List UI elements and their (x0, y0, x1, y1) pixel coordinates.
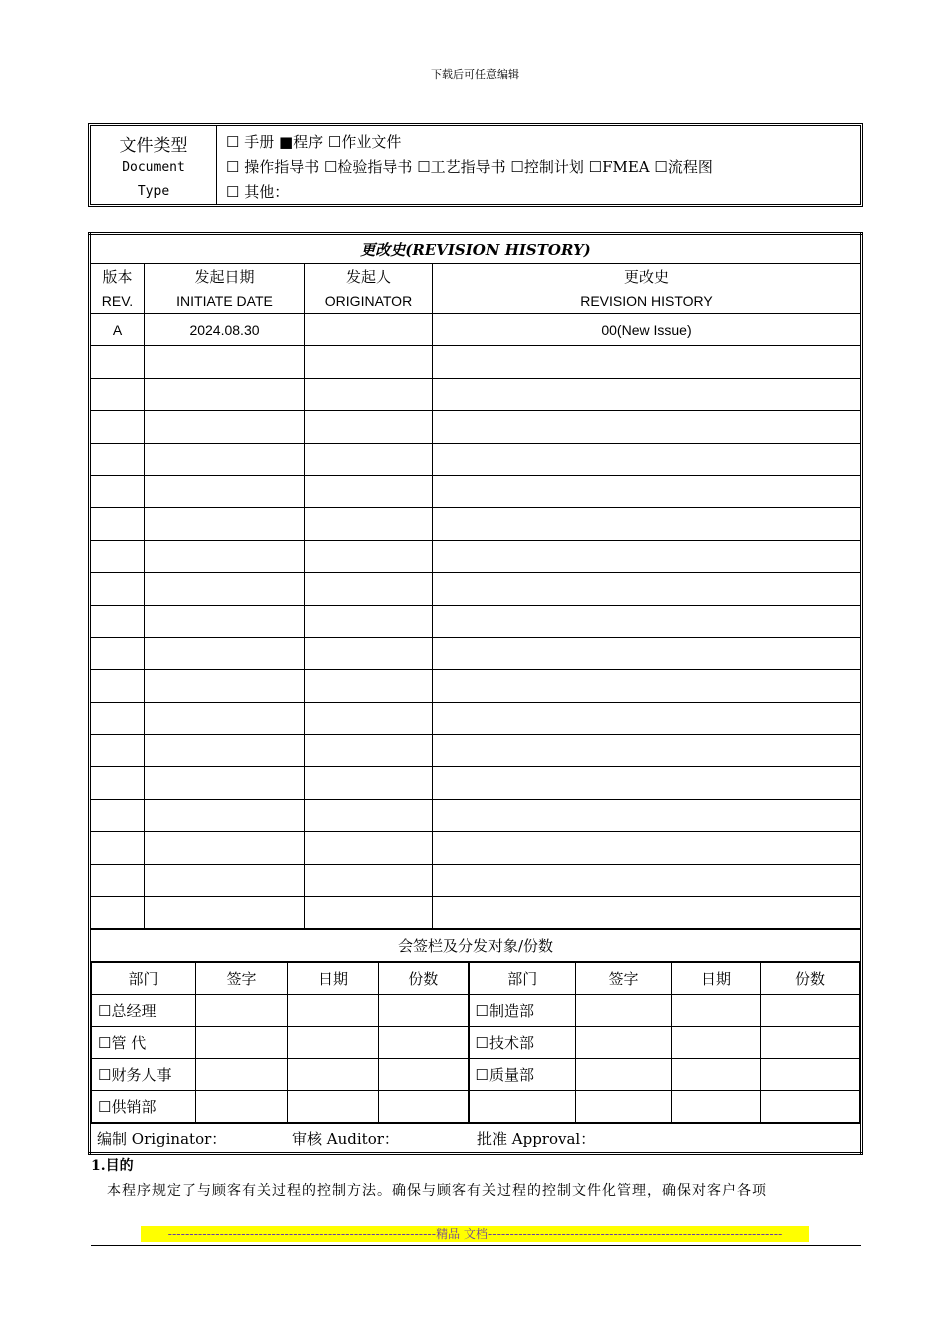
revision-row (90, 378, 862, 410)
revision-cell[interactable] (145, 540, 305, 572)
signoff-cell[interactable] (288, 995, 379, 1027)
revision-cell[interactable] (305, 767, 433, 799)
revision-cell[interactable]: 2024.08.30 (145, 314, 305, 346)
revision-cell[interactable] (433, 897, 862, 930)
originator-label: 编制 Originator： (97, 1129, 227, 1148)
revision-cell[interactable] (305, 411, 433, 443)
revision-row (90, 702, 862, 734)
top-note: 下载后可任意编辑 (431, 68, 519, 81)
revision-cell[interactable] (433, 735, 862, 767)
revision-cell[interactable] (90, 443, 145, 475)
revision-cell[interactable] (305, 832, 433, 864)
revision-header-cn: 发起人 (345, 267, 391, 286)
signoff-header-cell: 签字 (196, 963, 288, 995)
revision-cell[interactable] (433, 799, 862, 831)
approval-label: 批准 Approval： (477, 1129, 596, 1148)
revision-cell[interactable] (305, 605, 433, 637)
doc-type-line-2[interactable]: ☐ 操作指导书 ☐检验指导书 ☐工艺指导书 ☐控制计划 ☐FMEA ☐流程图 (226, 158, 713, 176)
revision-cell[interactable] (90, 670, 145, 702)
revision-cell[interactable] (90, 475, 145, 507)
revision-cell[interactable] (145, 735, 305, 767)
revision-cell[interactable] (145, 475, 305, 507)
signoff-header-cell: 份数 (379, 963, 469, 995)
revision-row (90, 897, 862, 930)
revision-cell[interactable] (305, 540, 433, 572)
revision-header-cn: 更改史 (623, 267, 669, 286)
revision-cell[interactable] (433, 637, 862, 669)
revision-cell[interactable] (145, 670, 305, 702)
signoff-cell[interactable] (196, 1059, 288, 1091)
revision-cell[interactable] (433, 864, 862, 896)
signoff-cell[interactable] (761, 1027, 860, 1059)
signoff-dept-checkbox[interactable] (469, 1091, 576, 1123)
revision-cell[interactable] (305, 735, 433, 767)
signoff-cell[interactable] (379, 995, 469, 1027)
revision-row (90, 475, 862, 507)
revision-cell[interactable] (90, 767, 145, 799)
revision-cell[interactable]: A (90, 314, 145, 346)
approvals-row (90, 1124, 862, 1154)
revision-cell[interactable] (433, 508, 862, 540)
revision-cell[interactable] (305, 897, 433, 930)
revision-cell[interactable] (433, 443, 862, 475)
revision-cell[interactable] (90, 864, 145, 896)
revision-cell[interactable] (433, 540, 862, 572)
revision-row (90, 540, 862, 572)
revision-cell[interactable] (145, 346, 305, 378)
signoff-header-cell: 部门 (92, 963, 196, 995)
signoff-dept-checkbox[interactable]: ☐管 代 (92, 1027, 196, 1059)
document-type-label (91, 126, 217, 204)
revision-cell[interactable] (433, 475, 862, 507)
doc-type-line-3[interactable] (226, 180, 713, 205)
revision-row (90, 735, 862, 767)
revision-row (90, 637, 862, 669)
revision-header-cell (90, 264, 145, 314)
revision-cell[interactable]: 00(New Issue) (433, 314, 862, 346)
signoff-title: 会签栏及分发对象/份数 (90, 929, 862, 962)
revision-cell[interactable] (90, 540, 145, 572)
revision-cell[interactable] (145, 832, 305, 864)
revision-cell[interactable] (90, 573, 145, 605)
doc-type-other-label: ☐ 其他： (226, 183, 290, 201)
signoff-cell[interactable] (288, 1027, 379, 1059)
signoff-cell[interactable] (196, 1091, 288, 1123)
signoff-cell[interactable] (761, 1091, 860, 1123)
revision-cell[interactable] (145, 767, 305, 799)
revision-header-en: INITIATE DATE (176, 292, 273, 309)
revision-history-title: 更改史(REVISION HISTORY) (90, 234, 862, 264)
revision-cell[interactable] (145, 702, 305, 734)
revision-cell[interactable] (433, 378, 862, 410)
signoff-cell[interactable] (761, 995, 860, 1027)
signoff-header-cell: 份数 (761, 963, 860, 995)
signoff-dept-checkbox[interactable]: ☐供销部 (92, 1091, 196, 1123)
signoff-header-cell: 部门 (469, 963, 576, 995)
signoff-cell[interactable] (672, 1059, 761, 1091)
revision-cell[interactable] (305, 475, 433, 507)
signoff-cell[interactable] (576, 1091, 672, 1123)
revision-header-cell (433, 264, 862, 314)
revision-cell[interactable] (145, 508, 305, 540)
signoff-row (92, 1027, 860, 1059)
section-1-text: 本程序规定了与顾客有关过程的控制方法。确保与顾客有关过程的控制文件化管理，确保对客户各项 (107, 1183, 767, 1199)
revision-cell[interactable] (305, 573, 433, 605)
revision-cell[interactable] (90, 832, 145, 864)
revision-cell[interactable] (305, 346, 433, 378)
signoff-dept-checkbox[interactable]: ☐质量部 (469, 1059, 576, 1091)
revision-cell[interactable] (145, 411, 305, 443)
revision-header-en: REV. (101, 292, 134, 309)
revision-cell[interactable] (145, 799, 305, 831)
section-1-heading: 1.目的 (91, 1158, 134, 1174)
revision-cell[interactable] (433, 832, 862, 864)
revision-cell[interactable] (305, 378, 433, 410)
revision-cell[interactable] (90, 508, 145, 540)
revision-row (90, 411, 862, 443)
auditor-label: 审核 Auditor： (292, 1129, 399, 1148)
revision-cell[interactable] (90, 702, 145, 734)
revision-row (90, 573, 862, 605)
signoff-cell[interactable] (196, 995, 288, 1027)
signoff-cell[interactable] (379, 1091, 469, 1123)
revision-cell[interactable] (433, 702, 862, 734)
revision-cell[interactable] (145, 378, 305, 410)
signoff-cell[interactable] (576, 1059, 672, 1091)
signoff-table (91, 962, 860, 1123)
revision-cell[interactable] (145, 605, 305, 637)
revision-header-en: ORIGINATOR (324, 292, 413, 309)
signoff-cell[interactable] (672, 1091, 761, 1123)
signoff-cell[interactable] (288, 1091, 379, 1123)
revision-cell[interactable] (90, 735, 145, 767)
signoff-cell[interactable] (672, 1027, 761, 1059)
revision-row (90, 864, 862, 896)
revision-cell[interactable] (305, 799, 433, 831)
revision-row (90, 346, 862, 378)
footer-divider (91, 1245, 861, 1246)
other-underline-field[interactable] (289, 190, 361, 205)
revision-cell[interactable] (145, 637, 305, 669)
revision-cell[interactable] (433, 767, 862, 799)
document-type-box (88, 123, 863, 207)
revision-cell[interactable] (90, 897, 145, 930)
revision-cell[interactable] (305, 864, 433, 896)
revision-cell[interactable] (90, 378, 145, 410)
signoff-dept-checkbox[interactable]: ☐总经理 (92, 995, 196, 1027)
signoff-cell[interactable] (761, 1059, 860, 1091)
signoff-dept-checkbox[interactable]: ☐技术部 (469, 1027, 576, 1059)
revision-row (90, 799, 862, 831)
revision-row (90, 767, 862, 799)
revision-cell[interactable] (145, 864, 305, 896)
revision-cell[interactable] (433, 411, 862, 443)
revision-cell[interactable] (433, 670, 862, 702)
signoff-row (92, 1059, 860, 1091)
revision-cell[interactable] (305, 314, 433, 346)
revision-cell[interactable] (433, 573, 862, 605)
document-type-label-cn: 文件类型 (119, 136, 188, 156)
document-type-options (226, 130, 713, 205)
revision-row (90, 605, 862, 637)
revision-header-cn: 发起日期 (194, 267, 255, 286)
signoff-dept-checkbox[interactable]: ☐制造部 (469, 995, 576, 1027)
signoff-row (92, 995, 860, 1027)
revision-row (90, 443, 862, 475)
revision-history-table (88, 232, 863, 1155)
signoff-cell[interactable] (576, 995, 672, 1027)
revision-header-cn: 版本 (102, 267, 133, 286)
revision-cell[interactable] (305, 508, 433, 540)
revision-row (90, 508, 862, 540)
signoff-cell[interactable] (288, 1059, 379, 1091)
signoff-dept-checkbox[interactable]: ☐财务人事 (92, 1059, 196, 1091)
revision-cell[interactable] (433, 605, 862, 637)
document-type-label-en2: Type (137, 184, 170, 199)
signoff-cell[interactable] (379, 1027, 469, 1059)
revision-header-en: REVISION HISTORY (580, 292, 713, 309)
doc-type-line-1[interactable]: ☐ 手册 ■程序 ☐作业文件 (226, 133, 402, 151)
signoff-row (92, 1091, 860, 1123)
revision-cell[interactable] (145, 573, 305, 605)
document-type-label-en1: Document (122, 160, 185, 175)
signoff-header-cell: 签字 (576, 963, 672, 995)
footer-banner: --------------------------------------------------------------精品 文档-------------------------------------------------------------------- (141, 1226, 809, 1242)
revision-cell[interactable] (433, 346, 862, 378)
revision-row (90, 832, 862, 864)
signoff-cell[interactable] (576, 1027, 672, 1059)
revision-cell[interactable] (90, 799, 145, 831)
revision-cell[interactable] (305, 670, 433, 702)
signoff-cell[interactable] (672, 995, 761, 1027)
revision-cell[interactable] (305, 443, 433, 475)
revision-cell[interactable] (305, 702, 433, 734)
revision-cell[interactable] (145, 897, 305, 930)
revision-cell[interactable] (90, 637, 145, 669)
revision-row (90, 314, 862, 346)
signoff-cell[interactable] (379, 1059, 469, 1091)
signoff-header-cell: 日期 (288, 963, 379, 995)
signoff-header-cell: 日期 (672, 963, 761, 995)
revision-cell[interactable] (90, 605, 145, 637)
signoff-cell[interactable] (196, 1027, 288, 1059)
revision-header-cell (145, 264, 305, 314)
revision-cell[interactable] (145, 443, 305, 475)
revision-cell[interactable] (305, 637, 433, 669)
revision-row (90, 670, 862, 702)
revision-cell[interactable] (90, 411, 145, 443)
revision-header-cell (305, 264, 433, 314)
revision-cell[interactable] (90, 346, 145, 378)
